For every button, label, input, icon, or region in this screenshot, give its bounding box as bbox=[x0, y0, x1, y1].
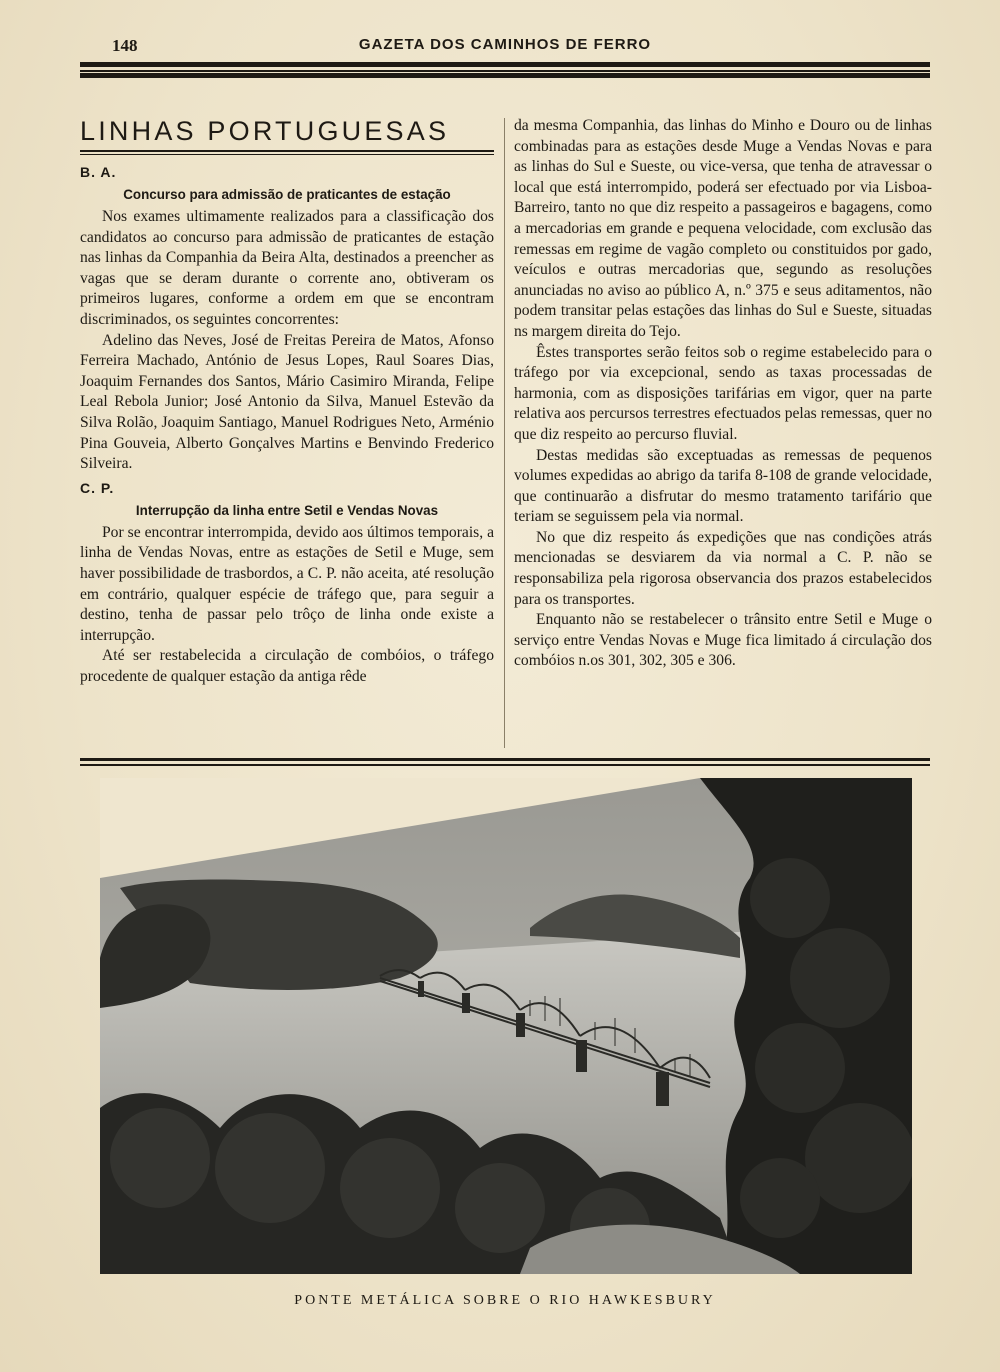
left-column bbox=[80, 116, 494, 687]
paragraph: Êstes transportes serão feitos sob o regime estabelecido para o tráfego por via excepcional, sendo as taxas processadas de harmonia, com as disposições tarifárias em vigor, quer na parte relativa aos percursos terrestres efectuados pelas remessas, quer no que diz respeito ao percurso fluvial. bbox=[514, 343, 932, 443]
bridge-photo-illustration bbox=[100, 778, 912, 1274]
paragraph: Por se encontrar interrompida, devido aos últimos temporais, a linha de Vendas Novas, entre as estações de Setil e Muge, sem haver possibilidade de trasbordos, a C. P. não aceita, até resolução em contrário, qualquer espécie de tráfego que, para seguir a destino, tenha de passar pelo trôço de linha onde existe a interrupção. bbox=[80, 523, 494, 644]
paragraph: No que diz respeito ás expedições que nas condições atrás mencionadas se desviarem da via normal a C. P. não se responsabiliza pela rigorosa observancia dos prazos estabelecidos para os transportes. bbox=[514, 528, 932, 608]
column-divider bbox=[504, 118, 505, 748]
section-company-cp: C. P. bbox=[80, 479, 115, 496]
bridge-photograph bbox=[100, 778, 912, 1274]
section-subtitle-concurso: Concurso para admissão de praticantes de estação bbox=[123, 187, 451, 202]
section-subtitle-interrupcao: Interrupção da linha entre Setil e Vendas Novas bbox=[135, 502, 439, 518]
page-number: 148 bbox=[112, 36, 138, 55]
paragraph: Até ser restabelecida a circulação de combóios, o tráfego procedente de qualquer estação da antiga rêde bbox=[80, 647, 494, 685]
header-rule-top bbox=[80, 62, 930, 67]
header-rule-mid bbox=[80, 70, 930, 72]
journal-title: GAZETA DOS CAMINHOS DE FERRO bbox=[358, 36, 652, 53]
section-company-ba: B. A. bbox=[80, 164, 117, 180]
title-rule bbox=[80, 150, 494, 152]
header-rule-bottom bbox=[80, 73, 930, 78]
paragraph: Enquanto não se restabelecer o trânsito entre Setil e Muge o serviço entre Vendas Novas e Muge fica limitado á circulação dos combóios n.os 301, 302, 305 e 306. bbox=[514, 611, 932, 670]
paragraph-continuation: da mesma Companhia, das linhas do Minho e Douro ou de linhas combinadas para as estações desde Muge a Vendas Novas e para as linhas do Sul e Sueste, ou vice-versa, que tenha de atravessar o local que está interrompido, poderá ser efectuado por via Lisboa-Barreiro, tanto no que diz respeito a passageiros e bagagens, como a mercadorias em grande e pequena velocidade, com exclusão das remessas em regime de vagão completo ou constituidos por gado, veículos e outras mercadorias que, segundo as resoluções anunciadas no aviso ao público A, n.º 375 e seus aditamentos, não podem transitar pelas estações das linhas do Sul e Sueste, situadas ns margem direita do Tejo. bbox=[514, 117, 932, 340]
title-rule-thin bbox=[80, 154, 494, 155]
candidate-list: Adelino das Neves, José de Freitas Pereira de Matos, Afonso Ferreira Machado, António de Jesus Lopes, Raul Soares Dias, Joaquim Fernandes dos Santos, Mário Casimiro Miranda, Felipe Leal Rebola Junior; José Antonio da Silva, Manuel Estevão da Silva Rolão, Joaquim Santiago, Manuel Rodrigues Neto, Arménio Pina Gouveia, Alberto Gonçalves Martins e Benvindo Frederico Silveira. bbox=[80, 331, 494, 473]
paragraph: Nos exames ultimamente realizados para a classificação dos candidatos ao concurso para admissão de praticantes de estação nas linhas da Companhia da Beira Alta, destinados a preencher as vagas que se deram durante o corrente ano, obtiveram os primeiros lugares, conforme a ordem em que se encontram discriminados, os seguintes concorrentes: bbox=[80, 208, 494, 328]
article-title: LINHAS PORTUGUESAS bbox=[80, 116, 450, 146]
photo-rule-top bbox=[80, 758, 930, 761]
photo-rule-bottom bbox=[80, 764, 930, 766]
right-column bbox=[514, 116, 932, 672]
photo-caption: PONTE METÁLICA SOBRE O RIO HAWKESBURY bbox=[294, 1293, 716, 1308]
paragraph: Destas medidas são exceptuadas as remessas de pequenos volumes expedidas ao abrigo da tarifa 8-108 de grande velocidade, que continuarão a disfrutar do mesmo tratamento tarifário que teriam se seguissem pela via normal. bbox=[514, 446, 932, 526]
